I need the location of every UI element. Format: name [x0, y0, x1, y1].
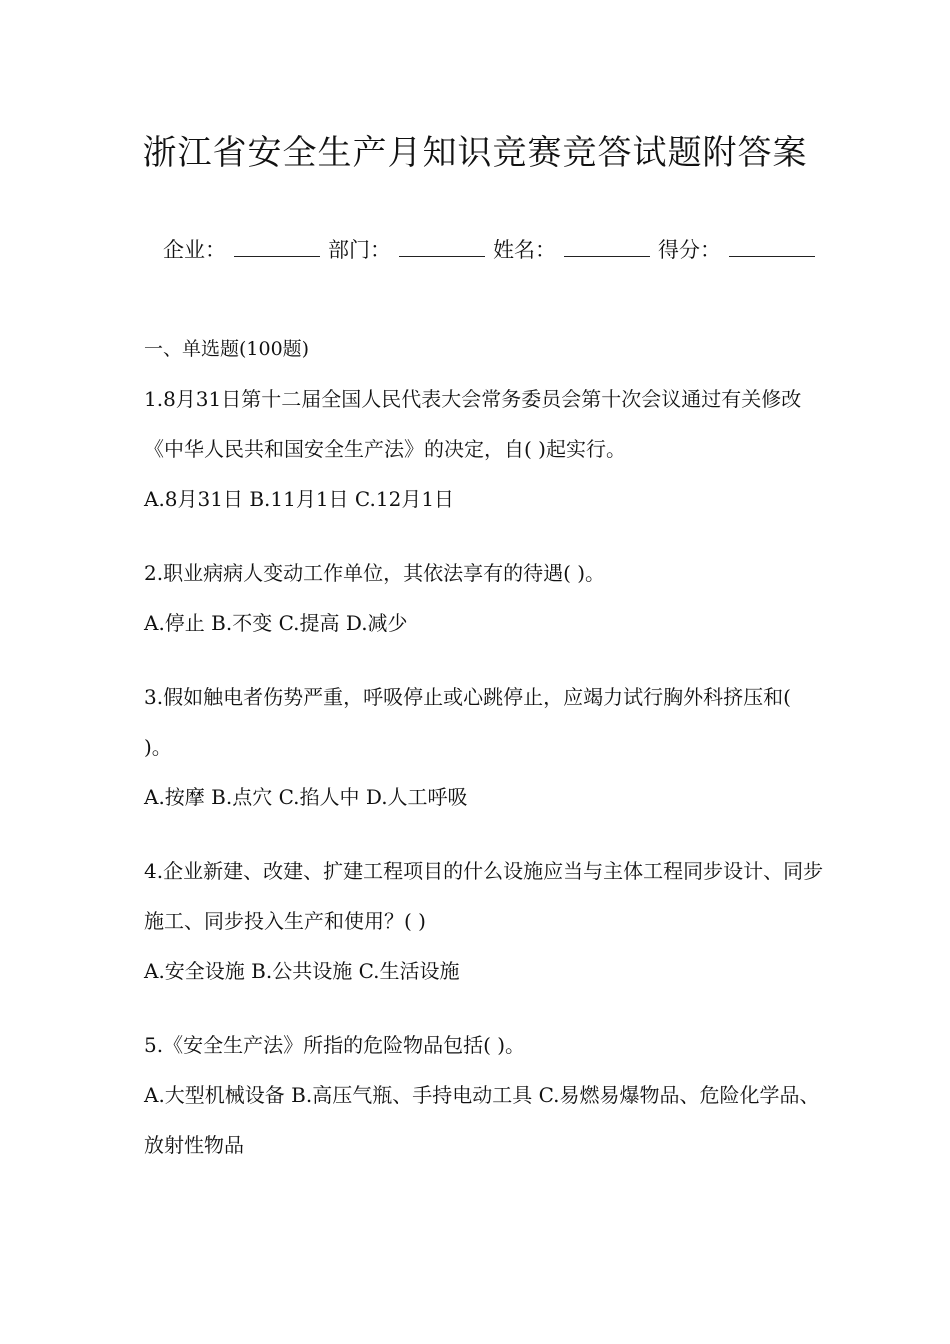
- company-blank: [234, 234, 320, 257]
- question-4: [144, 846, 824, 996]
- score-blank: [729, 234, 815, 257]
- question-1: [144, 374, 824, 524]
- question-stem: 4.企业新建、改建、扩建工程项目的什么设施应当与主体工程同步设计、同步施工、同步投入生产和使用？( ): [144, 859, 824, 933]
- name-blank: [564, 234, 650, 257]
- department-blank: [399, 234, 485, 257]
- name-label: 姓名：: [493, 238, 556, 262]
- department-label: 部门：: [328, 238, 391, 262]
- company-label: 企业：: [163, 238, 226, 262]
- document-title: 浙江省安全生产月知识竞赛竞答试题附答案: [142, 133, 808, 173]
- question-stem: 5.《安全生产法》所指的危险物品包括( )。: [144, 1033, 526, 1057]
- question-stem: 3.假如触电者伤势严重，呼吸停止或心跳停止，应竭力试行胸外科挤压和( )。: [144, 685, 791, 759]
- department-field: [328, 234, 493, 266]
- section-heading: 一、单选题(100题): [144, 338, 310, 360]
- info-fields-line: [163, 234, 843, 266]
- question-stem: 2.职业病病人变动工作单位，其依法享有的待遇( )。: [144, 561, 606, 585]
- question-options: A.安全设施 B.公共设施 C.生活设施: [144, 959, 460, 983]
- question-5: [144, 1020, 824, 1170]
- question-stem: 1.8月31日第十二届全国人民代表大会常务委员会第十次会议通过有关修改《中华人民共和国安全生产法》的决定，自( )起实行。: [144, 387, 802, 461]
- question-2: [144, 548, 824, 648]
- name-field: [493, 234, 658, 266]
- question-options: A.按摩 B.点穴 C.掐人中 D.人工呼吸: [144, 785, 468, 809]
- question-3: [144, 672, 824, 822]
- question-options: A.停止 B.不变 C.提高 D.减少: [144, 611, 408, 635]
- question-options: A.大型机械设备 B.高压气瓶、手持电动工具 C.易燃易爆物品、危险化学品、放射性物品: [144, 1083, 820, 1157]
- question-options: A.8月31日 B.11月1日 C.12月1日: [144, 487, 455, 511]
- score-label: 得分：: [658, 238, 721, 262]
- score-field: [658, 234, 823, 266]
- company-field: [163, 234, 328, 266]
